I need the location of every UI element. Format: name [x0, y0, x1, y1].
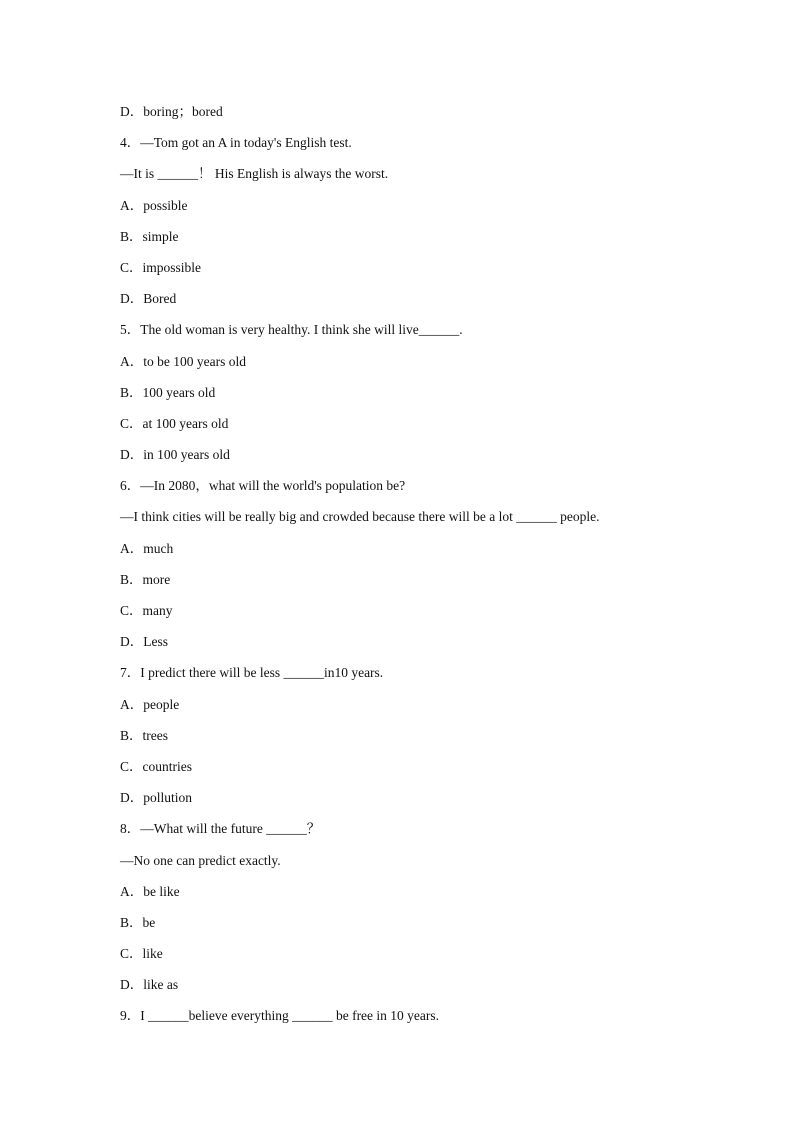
- question-6-prompt: 6．—In 2080，what will the world's population be?: [120, 478, 406, 494]
- option-c-q4: C．impossible: [120, 259, 202, 275]
- option-d-q6: D．Less: [120, 634, 168, 650]
- option-d-q4: D．Bored: [120, 291, 177, 307]
- option-a-q7: A．people: [120, 696, 180, 712]
- question-8-prompt: 8．—What will the future ______？: [120, 821, 321, 837]
- question-8-response: —No one can predict exactly.: [120, 852, 281, 868]
- option-c-q6: C．many: [120, 603, 173, 618]
- question-6-response: —I think cities will be really big and crowded because there will be a lot ______ people.: [120, 509, 600, 525]
- option-a-q5: A．to be 100 years old: [120, 353, 246, 369]
- question-5-prompt: 5．The old woman is very healthy. I think she will live______.: [120, 322, 463, 338]
- question-9-prompt: 9．I ______believe everything ______ be free in 10 years.: [120, 1008, 440, 1024]
- option-a-q4: A．possible: [120, 197, 188, 213]
- option-b-q8: B．be: [120, 914, 156, 930]
- option-d-q3: D．boring；bored: [120, 104, 223, 119]
- question-7-prompt: 7．I predict there will be less ______in10 years.: [120, 665, 384, 681]
- option-b-q5: B．100 years old: [120, 384, 216, 400]
- option-a-q8: A．be like: [120, 883, 180, 899]
- question-4-response: —It is ______！ His English is always the worst.: [120, 166, 389, 182]
- option-d-q5: D．in 100 years old: [120, 447, 230, 463]
- option-c-q8: C．like: [120, 946, 163, 962]
- option-d-q8: D．like as: [120, 977, 179, 993]
- option-b-q6: B．more: [120, 571, 171, 587]
- option-c-q7: C．countries: [120, 758, 192, 774]
- option-b-q4: B．simple: [120, 228, 179, 244]
- question-4-prompt: 4．—Tom got an A in today's English test.: [120, 135, 352, 151]
- question-text-block: [120, 102, 760, 1038]
- option-c-q5: C．at 100 years old: [120, 415, 229, 431]
- option-b-q7: B．trees: [120, 727, 168, 743]
- option-d-q7: D．pollution: [120, 790, 193, 806]
- option-a-q6: A．much: [120, 540, 174, 556]
